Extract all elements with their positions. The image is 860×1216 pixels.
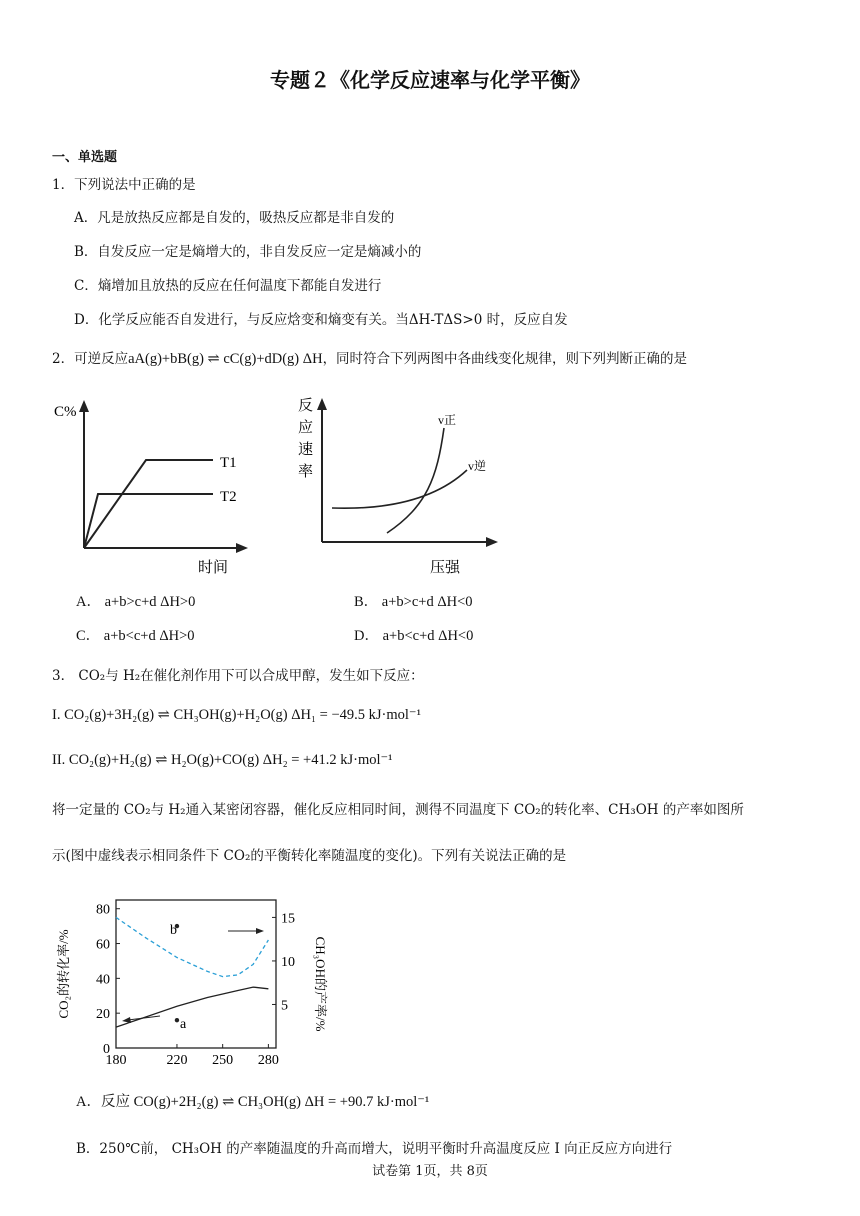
fig1-ylabel: C% (54, 404, 77, 420)
fig1-curve-t1 (84, 460, 213, 548)
q3-arrowhead-right (256, 928, 264, 934)
fig1-x-arrow (236, 543, 248, 553)
fig2-y-arrow (317, 398, 327, 410)
q2-figure-concentration (48, 392, 258, 577)
q1-option-c: C．熵增加且放热的反应在任何温度下都能自发进行 (74, 278, 382, 294)
q3-left-tick-label: 40 (96, 972, 110, 988)
q3-right-tick-label: 10 (281, 954, 295, 970)
q2-figure-rate (292, 388, 502, 578)
fig1-label-t2: T2 (220, 489, 237, 505)
q3-arrow-left (128, 1016, 160, 1020)
q3-axes (96, 903, 295, 1068)
q2-stem-suffix: ，同时符合下列两图中各曲线变化规律，则下列判断正确的是 (322, 351, 688, 367)
page-title: 专题２《化学反应速率与化学平衡》 (270, 68, 590, 92)
fig2-label-v-reverse: v逆 (468, 459, 487, 473)
q3-reaction-2: II. CO₂(g)+H₂(g) ⇌ H₂O(g)+CO(g) ΔH₂ = +41.2 kJ·mol⁻¹ (52, 752, 393, 768)
section-heading: 一、单选题 (52, 150, 118, 165)
q3-series-3 (116, 917, 268, 976)
fig2-ylabel-4: 率 (298, 464, 314, 480)
q3-point-a-label: a (180, 1017, 187, 1032)
q3-left-tick-label: 20 (96, 1007, 110, 1023)
q3-chart-frame (116, 900, 276, 1048)
q3-stem: 3． CO₂与 H₂在催化剂作用下可以合成甲醇，发生如下反应： (52, 668, 424, 684)
q3-x-tick-label: 220 (166, 1053, 188, 1068)
fig2-curve-v-forward (387, 428, 444, 533)
fig2-ylabel-2: 应 (298, 420, 314, 436)
fig2-curve-v-reverse (332, 470, 467, 508)
q3-x-tick-label: 180 (105, 1053, 127, 1068)
q3-series-2 (116, 987, 268, 1027)
fig2-label-v-forward: v正 (438, 413, 457, 427)
q3-left-tick-label: 80 (96, 902, 110, 918)
fig1-label-t1: T1 (220, 455, 237, 471)
q3-option-b: B．250℃前， CH₃OH 的产率随温度的升高而增大，说明平衡时升高温度反应 I 向正反应方向进行 (76, 1141, 673, 1157)
q3-option-a: A．反应 CO(g)+2H₂(g) ⇌ CH₃OH(g) ΔH = +90.7 kJ·mol⁻¹ (76, 1094, 430, 1110)
q3-point-a (175, 1018, 179, 1022)
q2-option-a: A． a+b>c+d ΔH>0 (76, 594, 196, 610)
q3-left-tick-label: 0 (103, 1042, 110, 1057)
q3-marks (116, 892, 268, 1027)
q3-point-b-label: b (170, 923, 177, 938)
q3-right-ylabel: CH₃OH的产率/% (313, 936, 328, 1032)
q1-stem: 1．下列说法中正确的是 (52, 177, 196, 193)
fig1-y-arrow (79, 400, 89, 412)
q2-option-b: B． a+b>c+d ΔH<0 (354, 594, 473, 610)
fig2-xlabel: 压强 (430, 560, 461, 576)
q1-option-b: B．自发反应一定是熵增大的，非自发反应一定是熵减小的 (74, 244, 422, 260)
q3-paragraph-2: 示(图中虚线表示相同条件下 CO₂的平衡转化率随温度的变化)。下列有关说法正确的是 (52, 848, 567, 864)
q3-paragraph-1: 将一定量的 CO₂与 H₂通入某密闭容器，催化反应相同时间，测得不同温度下 CO₂的转化率、CH₃OH 的产率如图所 (52, 802, 744, 818)
q3-chart (50, 892, 340, 1072)
q3-reaction-1: I. CO₂(g)+3H₂(g) ⇌ CH₃OH(g)+H₂O(g) ΔH₁ = −49.5 kJ·mol⁻¹ (52, 707, 421, 723)
q3-left-tick-label: 60 (96, 937, 110, 953)
q2-equation: aA(g)+bB(g) ⇌ cC(g)+dD(g) ΔH (128, 351, 323, 367)
q2-stem (52, 347, 687, 368)
q3-x-tick-label: 250 (212, 1053, 234, 1068)
fig2-x-arrow (486, 537, 498, 547)
q2-option-d: D． a+b<c+d ΔH<0 (354, 628, 474, 644)
q3-x-tick-label: 280 (257, 1053, 279, 1068)
q2-stem-prefix: 2．可逆反应 (52, 351, 129, 367)
q3-arrowhead-left (122, 1017, 131, 1023)
q1-option-a: A．凡是放热反应都是自发的，吸热反应都是非自发的 (74, 210, 395, 226)
q2-option-c: C． a+b<c+d ΔH>0 (76, 628, 195, 644)
page-footer: 试卷第 1页，共 8页 (372, 1164, 488, 1179)
q3-left-ylabel: CO₂的转化率/% (56, 929, 71, 1019)
q3-right-tick-label: 5 (281, 998, 288, 1014)
fig2-ylabel-1: 反 (298, 398, 314, 414)
fig1-xlabel: 时间 (198, 560, 229, 576)
q1-option-d: D．化学反应能否自发进行，与反应焓变和熵变有关。当ΔH-TΔS>0 时，反应自发 (74, 312, 568, 328)
fig2-ylabel-3: 速 (298, 442, 314, 458)
q3-right-tick-label: 15 (281, 911, 295, 927)
